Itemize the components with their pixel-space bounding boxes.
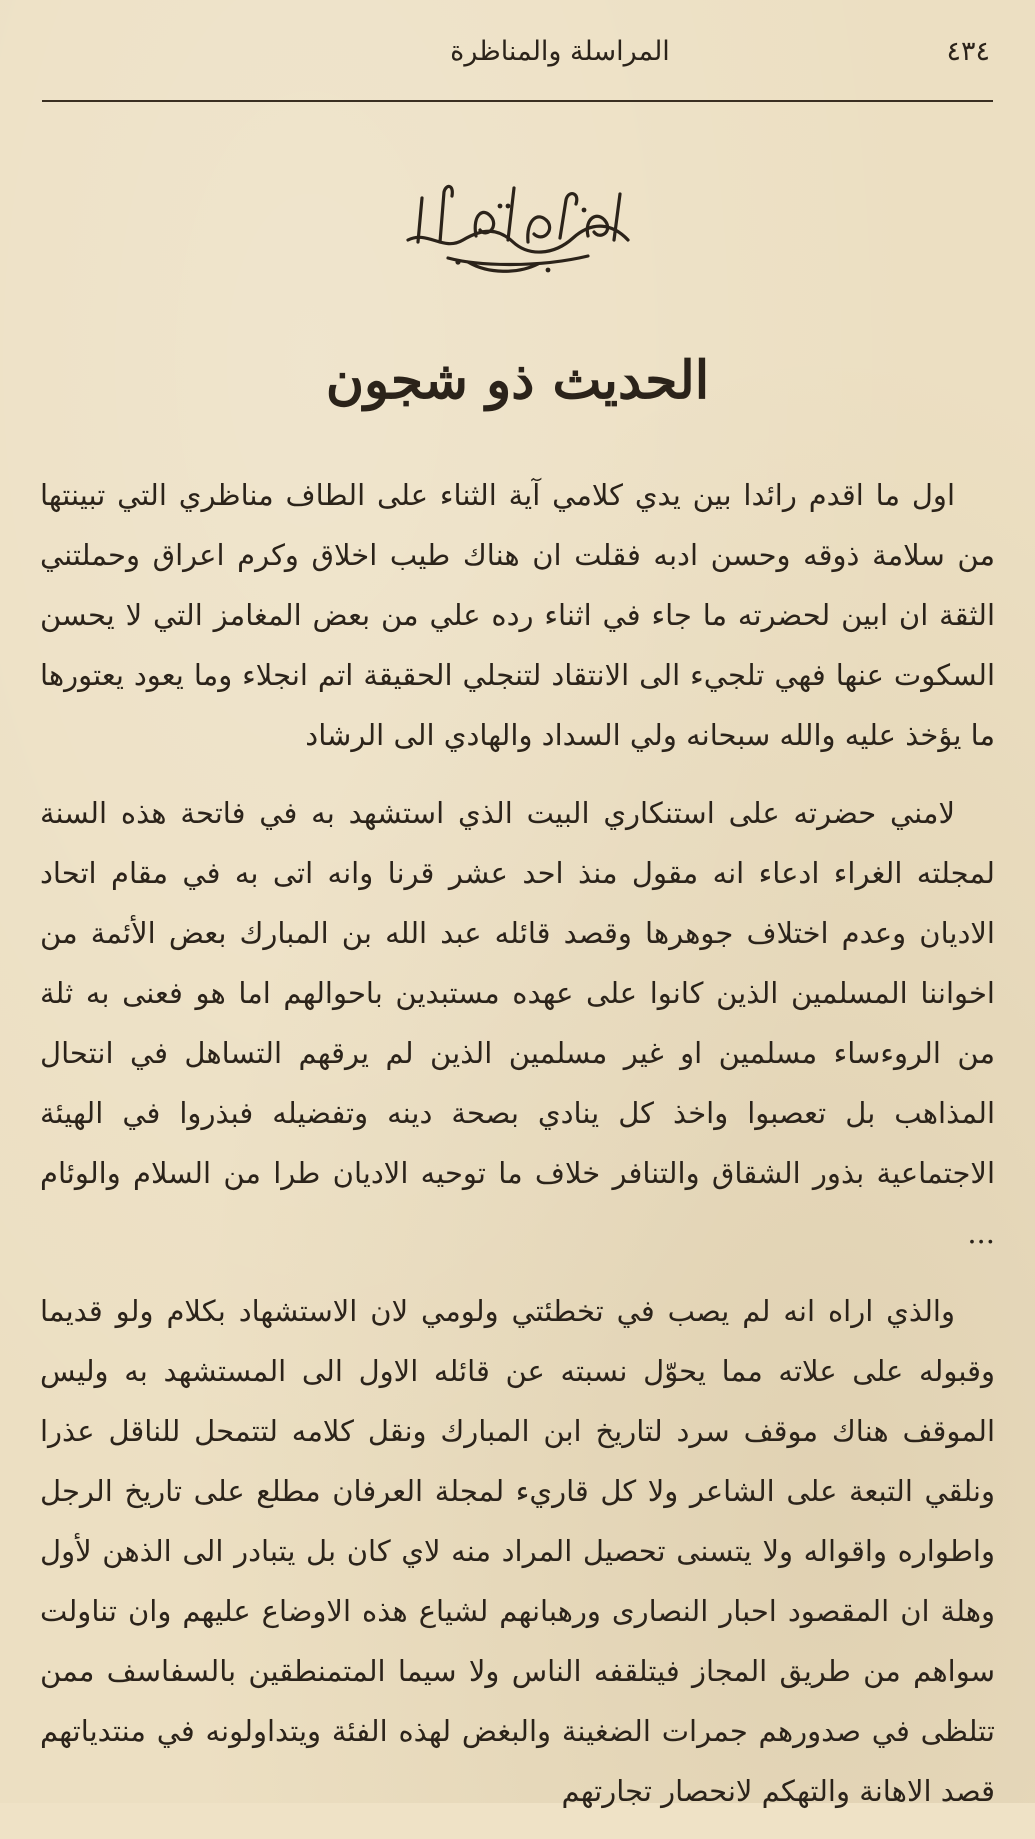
paragraph-2: لامني حضرته على استنكاري البيت الذي استشهد به في فاتحة هذه السنة لمجلته الغراء ادعاء انه مقول منذ احد عشر قرنا وانه اتى به في مقام اتحاد الاديان وعدم اختلاف جوهرها وقصد قائله عبد الله بن المبارك بعض الأئمة من اخواننا المسلمين الذين كانوا على عهده مستبدين باحوالهم اما هو فعنى به ثلة من الروءساء مسلمين او غير مسلمين الذين لم يرقهم التساهل في انتحال المذاهب بل تعصبوا واخذ كل ينادي بصحة دينه وتفضيله فبذروا في الهيئة الاجتماعية بذور الشقاق والتنافر خلاف ما توحيه الاديان طرا من السلام والوئام ... (40, 796, 995, 1250)
calligraphic-section-heading (0, 170, 1035, 284)
paragraph-3: والذي اراه انه لم يصب في تخطئتي ولومي لان الاستشهاد بكلام ولو قديما وقبوله على علاته مما يحوّل نسبته عن قائله الاول الى المستشهد به وليس الموقف هناك موقف سرد لتاريخ ابن المبارك ونقل كلامه لتتمحل للناقل عذرا ونلقي التبعة على الشاعر ولا كل قاريء لمجلة العرفان مطلع على تاريخ الرجل واطواره واقواله ولا يتسنى تحصيل المراد منه لاي كان بل يتبادر الى الذهن لأول وهلة ان المقصود احبار النصارى ورهبانهم لشياع هذه الاوضاع عليهم وان تناولت سواهم من طريق المجاز فيتلقفه الناس ولا سيما المتمنطقين بالسفاسف ممن تتلظى في صدورهم جمرات الضغينة والبغض لهذه الفئة ويتداولونه في منتدياتهم قصد الاهانة والتهكم لانحصار تجارتهم (40, 1294, 995, 1808)
paragraph-1: اول ما اقدم رائدا بين يدي كلامي آية الثناء على الطاف مناظري التي تبينتها من سلامة ذوقه وحسن ادبه فقلت ان هناك طيب اخلاق وكرم اعراق وحملتني الثقة ان ابين لحضرته ما جاء في اثناء رده علي من بعض المغامز التي لا يحسن السكوت عنها فهي تلجيء الى الانتقاد لتنجلي الحقيقة اتم انجلاء وما يعود يعتورها ما يؤخذ عليه والله سبحانه ولي السداد والهادي الى الرشاد (40, 478, 995, 752)
header-rule (42, 100, 993, 102)
page-number: ٤٣٤ (946, 36, 990, 67)
article-title: الحديث ذو شجون (325, 350, 710, 411)
running-header (130, 28, 990, 76)
article-body (40, 465, 995, 1839)
calligraphy-ornament (388, 170, 648, 280)
running-title: المراسلة والمناظرة (450, 36, 670, 67)
